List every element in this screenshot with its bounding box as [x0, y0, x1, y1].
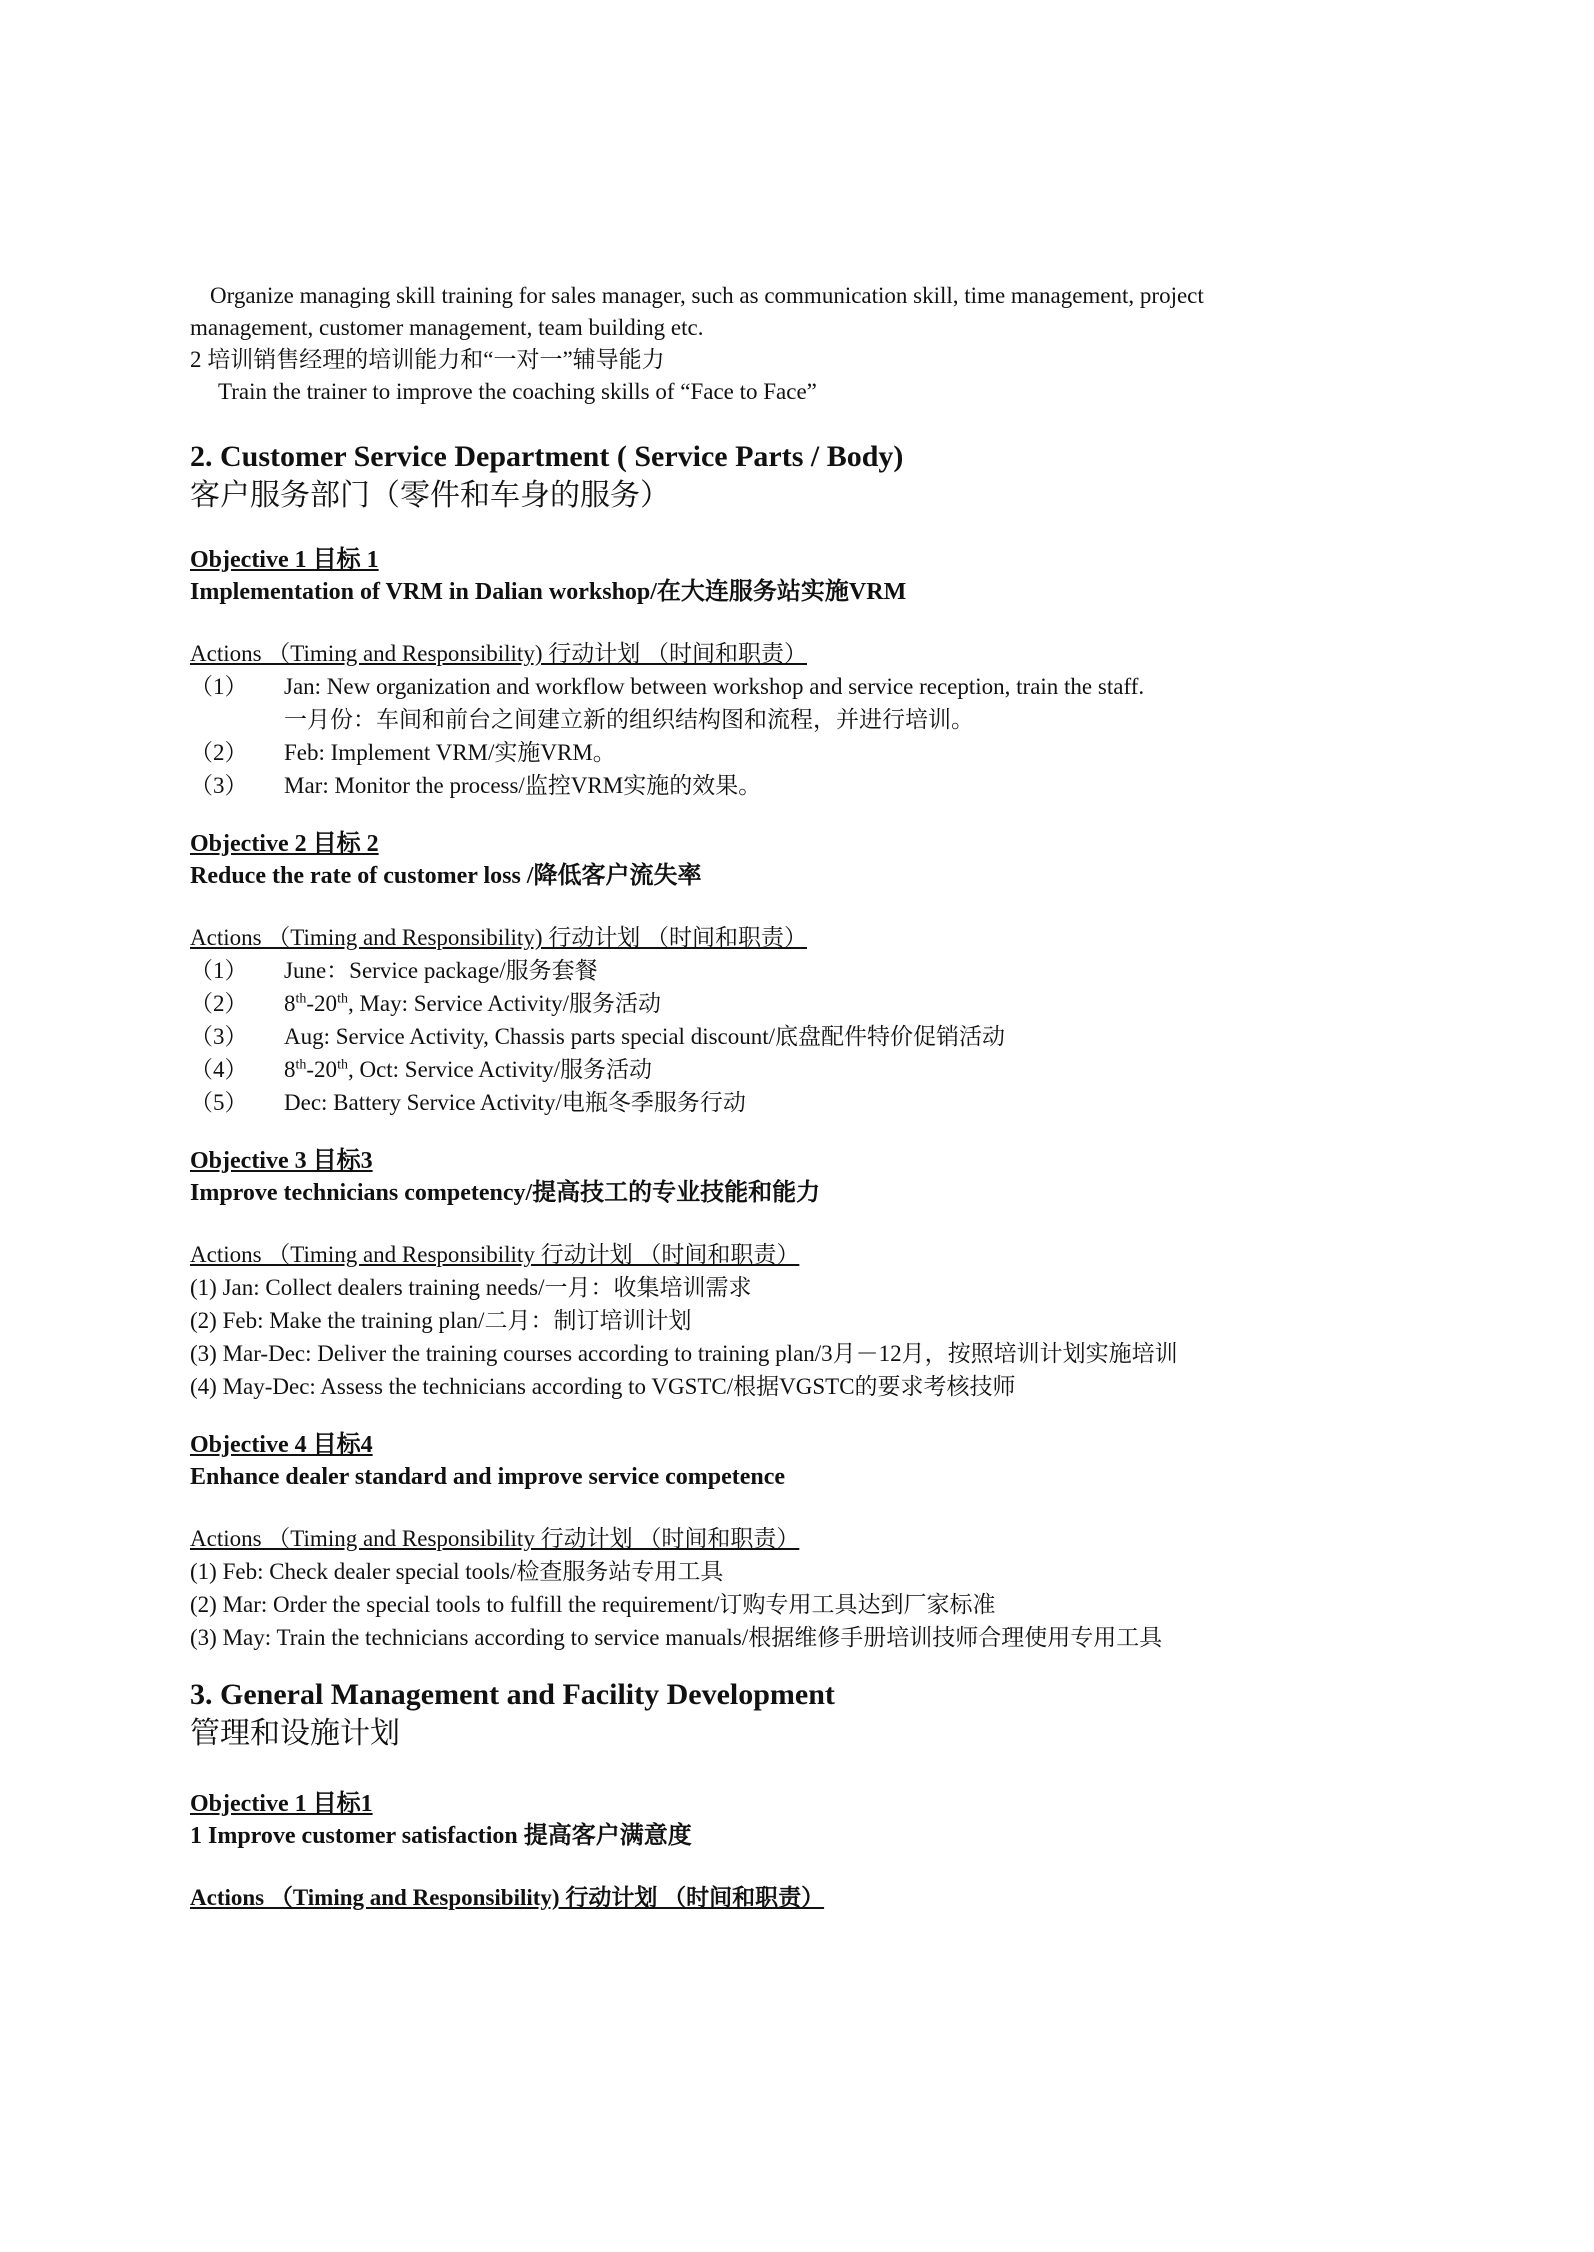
action-text: June：Service package/服务套餐 — [284, 958, 598, 983]
ordinal-suffix: th — [337, 1057, 348, 1073]
action-number: （3） — [190, 773, 248, 798]
document-page — [190, 280, 1420, 1914]
action-text: Aug: Service Activity, Chassis parts special discount/底盘配件特价促销活动 — [284, 1024, 1006, 1049]
intro-line: management, customer management, team building etc. — [190, 315, 704, 340]
action-item — [190, 670, 1420, 703]
action-subtext: 一月份：车间和前台之间建立新的组织结构图和流程，并进行培训。 — [284, 707, 974, 732]
section-3-title-cn: 管理和设施计划 — [190, 1717, 400, 1750]
action-item: (4) May-Dec: Assess the technicians according to VGSTC/根据VGSTC的要求考核技师 — [190, 1374, 1016, 1399]
action-item: (2) Feb: Make the training plan/二月：制订培训计划 — [190, 1308, 692, 1333]
ordinal-suffix: th — [295, 1057, 307, 1073]
date-end: -20 — [306, 1057, 338, 1082]
action-number: （3） — [190, 1024, 248, 1049]
action-item: (2) Mar: Order the special tools to fulfill the requirement/订购专用工具达到厂家标准 — [190, 1592, 996, 1617]
intro-line: 2 培训销售经理的培训能力和“一对一”辅导能力 — [190, 347, 665, 372]
objective-heading: Objective 1 目标1 — [190, 1791, 373, 1817]
objective-heading: Objective 4 目标4 — [190, 1432, 373, 1458]
objective-heading: Objective 1 目标 1 — [190, 547, 379, 573]
action-item: (3) May: Train the technicians according to service manuals/根据维修手册培训技师合理使用专用工具 — [190, 1625, 1163, 1650]
actions-heading: Actions （Timing and Responsibility) 行动计划 （时间和职责） — [190, 1885, 825, 1910]
action-number: （1） — [190, 958, 248, 983]
objective-heading: Objective 2 目标 2 — [190, 831, 379, 857]
action-text: Jan: New organization and workflow between workshop and service reception, train the staff. — [284, 674, 1145, 699]
action-item — [190, 1053, 1420, 1086]
action-detail: , May: Service Activity/服务活动 — [347, 991, 661, 1016]
action-item — [190, 736, 1420, 769]
action-item — [190, 769, 1420, 802]
actions-heading: Actions （Timing and Responsibility) 行动计划 （时间和职责） — [190, 641, 807, 666]
action-text: Feb: Implement VRM/实施VRM。 — [284, 740, 616, 765]
action-number: （2） — [190, 991, 248, 1016]
actions-heading: Actions （Timing and Responsibility) 行动计划 （时间和职责） — [190, 925, 807, 950]
action-number: （5） — [190, 1090, 248, 1115]
objective-description: Enhance dealer standard and improve service competence — [190, 1464, 786, 1490]
action-detail: , Oct: Service Activity/服务活动 — [347, 1057, 653, 1082]
date-start: 8 — [284, 991, 296, 1016]
date-end: -20 — [306, 991, 338, 1016]
section-2-title-cn: 客户服务部门（零件和车身的服务） — [190, 479, 670, 512]
ordinal-suffix: th — [295, 991, 307, 1007]
action-item — [190, 954, 1420, 987]
intro-line: Train the trainer to improve the coaching skills of “Face to Face” — [218, 379, 817, 404]
actions-heading: Actions （Timing and Responsibility 行动计划 （时间和职责） — [190, 1526, 800, 1551]
action-number: （2） — [190, 740, 248, 765]
objective-description: 1 Improve customer satisfaction 提高客户满意度 — [190, 1823, 692, 1849]
objective-description: Improve technicians competency/提高技工的专业技能和能力 — [190, 1180, 821, 1206]
section-3-title: 3. General Management and Facility Development — [190, 1678, 835, 1711]
intro-line: Organize managing skill training for sales manager, such as communication skill, time management, project — [210, 283, 1204, 308]
section-2-title: 2. Customer Service Department ( Service Parts / Body) — [190, 440, 904, 473]
action-number: （1） — [190, 674, 248, 699]
objective-heading: Objective 3 目标3 — [190, 1148, 373, 1174]
action-text: Dec: Battery Service Activity/电瓶冬季服务行动 — [284, 1090, 746, 1115]
action-item: (3) Mar-Dec: Deliver the training courses according to training plan/3月－12月，按照培训计划实施培训 — [190, 1341, 1178, 1366]
actions-heading: Actions （Timing and Responsibility 行动计划 （时间和职责） — [190, 1242, 800, 1267]
action-text — [284, 987, 1420, 1020]
action-item: (1) Jan: Collect dealers training needs/一月：收集培训需求 — [190, 1275, 752, 1300]
action-item: (1) Feb: Check dealer special tools/检查服务站专用工具 — [190, 1559, 724, 1584]
date-start: 8 — [284, 1057, 296, 1082]
action-text — [284, 1053, 1420, 1086]
action-number: （4） — [190, 1057, 248, 1082]
action-item — [190, 1020, 1420, 1053]
action-item — [190, 1086, 1420, 1119]
objective-description: Implementation of VRM in Dalian workshop/在大连服务站实施VRM — [190, 579, 907, 605]
ordinal-suffix: th — [337, 991, 348, 1007]
action-text: Mar: Monitor the process/监控VRM实施的效果。 — [284, 773, 762, 798]
action-item — [190, 987, 1420, 1020]
objective-description: Reduce the rate of customer loss /降低客户流失率 — [190, 863, 702, 889]
